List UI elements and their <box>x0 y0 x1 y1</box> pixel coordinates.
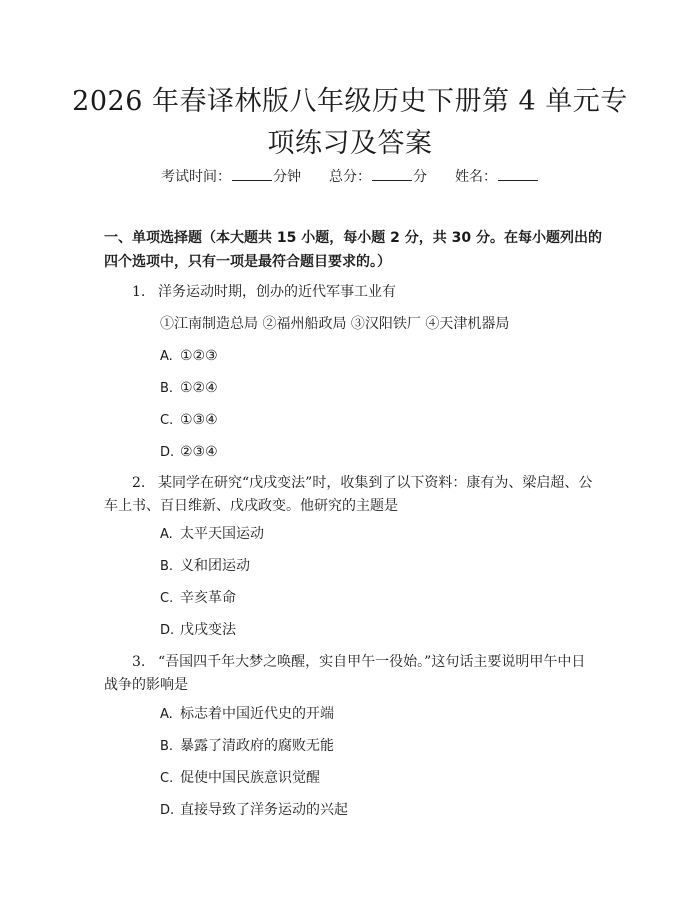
question-2-option-b <box>160 554 250 579</box>
option-letter: A. <box>160 707 173 722</box>
option-letter: A. <box>160 527 173 542</box>
question-number: 1. <box>132 284 146 300</box>
score-unit: 分 <box>413 169 427 185</box>
option-text: 戊戌变法 <box>180 622 236 638</box>
time-blank <box>232 166 272 181</box>
option-text: ①②④ <box>180 380 218 396</box>
option-text: 太平天国运动 <box>180 526 264 542</box>
question-3-option-d <box>160 798 348 823</box>
time-unit: 分钟 <box>273 169 301 185</box>
option-text: 义和团运动 <box>180 558 250 574</box>
question-2-stem <box>132 471 592 495</box>
question-1-option-d <box>160 440 218 465</box>
question-3-option-c <box>160 766 320 791</box>
question-number: 3. <box>132 654 146 670</box>
question-2-option-d <box>160 618 236 643</box>
section-header: 一、单项选择题（本大题共 15 小题，每小题 2 分，共 30 分。在每小题列出的四个选项中，只有一项是最符合题目要求的。） <box>104 230 602 270</box>
option-letter: C. <box>160 413 174 428</box>
question-2-option-a <box>160 522 264 547</box>
question-3-stem <box>132 650 585 674</box>
option-text: 暴露了清政府的腐败无能 <box>180 738 334 754</box>
question-stem-text: “吾国四千年大梦之唤醒，实自甲午一役始。”这句话主要说明甲午中日 <box>158 654 586 670</box>
question-number: 2. <box>132 475 146 491</box>
question-2-option-c <box>160 586 236 611</box>
document-title-line2: 项练习及答案 <box>267 128 433 159</box>
option-text: 标志着中国近代史的开端 <box>180 706 334 722</box>
option-text: 促使中国民族意识觉醒 <box>180 770 320 786</box>
option-letter: C. <box>160 591 174 606</box>
option-letter: B. <box>160 559 174 574</box>
score-label: 总分： <box>329 169 371 185</box>
name-blank <box>498 166 538 181</box>
question-stem-text: 某同学在研究“戊戌变法”时，收集到了以下资料：康有为、梁启超、公 <box>158 475 593 491</box>
question-2-stem-cont: 车上书、百日维新、戊戌政变。他研究的主题是 <box>104 498 398 514</box>
question-3-option-a <box>160 702 334 727</box>
option-letter: C. <box>160 771 174 786</box>
question-stem-text: 洋务运动时期，创办的近代军事工业有 <box>158 284 396 300</box>
option-text: ②③④ <box>180 444 218 460</box>
exam-info <box>0 166 700 188</box>
question-1-option-c <box>160 408 218 433</box>
option-letter: D. <box>160 445 175 460</box>
name-label: 姓名： <box>455 169 497 185</box>
option-letter: D. <box>160 803 175 818</box>
option-letter: B. <box>160 381 174 396</box>
option-text: 辛亥革命 <box>180 590 236 606</box>
question-1-stem <box>132 280 396 304</box>
question-1-option-a <box>160 344 218 369</box>
time-label: 考试时间： <box>161 169 231 185</box>
question-1-items: ①江南制造总局 ②福州船政局 ③汉阳铁厂 ④天津机器局 <box>160 316 510 332</box>
option-letter: B. <box>160 739 174 754</box>
question-3-stem-cont: 战争的影响是 <box>104 677 188 693</box>
option-text: ①③④ <box>180 412 218 428</box>
option-letter: D. <box>160 623 175 638</box>
option-text: 直接导致了洋务运动的兴起 <box>180 802 348 818</box>
question-3-option-b <box>160 734 334 759</box>
option-text: ①②③ <box>180 348 218 364</box>
question-1-option-b <box>160 376 218 401</box>
option-letter: A. <box>160 349 173 364</box>
score-blank <box>372 166 412 181</box>
document-title-line1: 2026 年春译林版八年级历史下册第 4 单元专 <box>72 86 628 117</box>
